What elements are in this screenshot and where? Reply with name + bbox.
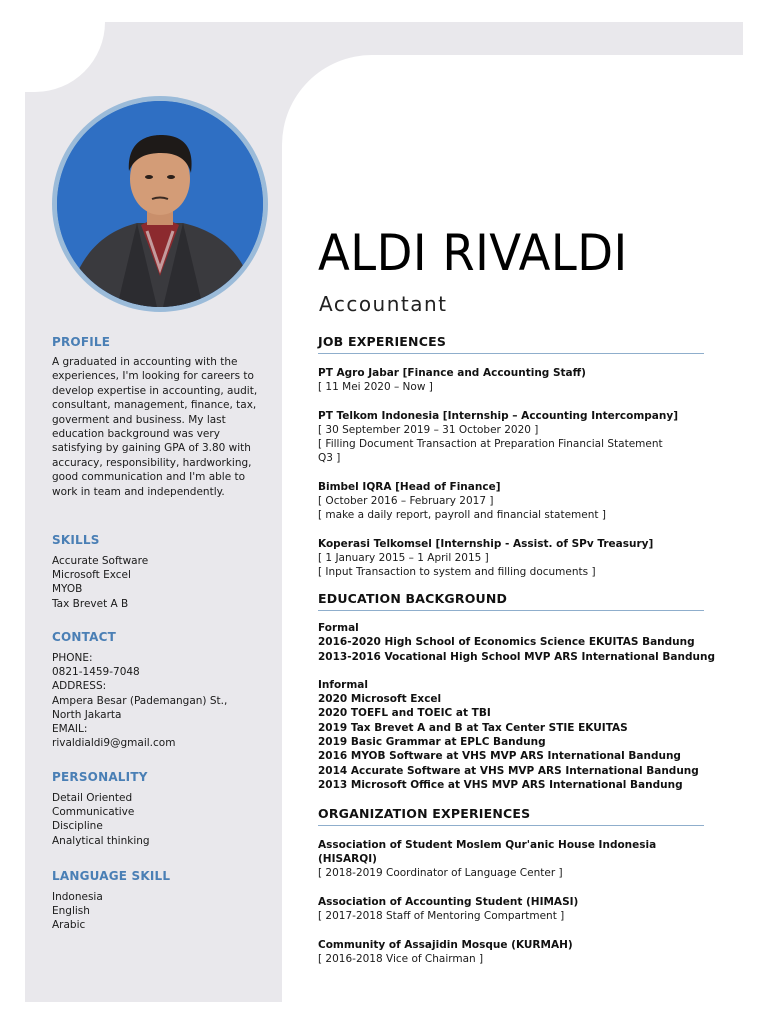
informal-label: Informal (318, 678, 368, 691)
organization-entry (318, 938, 704, 966)
skill-item: Tax Brevet A B (52, 597, 129, 610)
formal-item: 2013-2016 Vocational High School MVP ARS International Bandung (318, 650, 715, 663)
profile-photo (52, 96, 268, 312)
organization-section (318, 806, 704, 966)
personality-item: Communicative (52, 806, 135, 819)
informal-item: 2020 Microsoft Excel (318, 693, 442, 706)
job-entry-line: [ Filling Document Transaction at Preparation Financial Statement (318, 438, 663, 450)
job-entry-line: [ 11 Mei 2020 – Now ] (318, 381, 433, 393)
personality-item: Detail Oriented (52, 792, 133, 804)
job-title: Accountant (319, 292, 448, 316)
job-entry-line: [ make a daily report, payroll and financial statement ] (318, 509, 606, 521)
job-entry (318, 480, 704, 522)
job-entry-title: Koperasi Telkomsel [Internship - Assist. of SPv Treasury] (318, 538, 654, 550)
full-name: ALDI RIVALDI (318, 224, 628, 282)
profile-text: A graduated in accounting with the experiences, I'm looking for careers to develop expertise in accounting, audit, consultant, management, finance, tax, goverment and business. My last education background was very satisfying by gaining GPA of 3.80 with accuracy, responsibility, hardworking, good communication and I'm able to work in team and independently. (52, 356, 258, 498)
profile-section (52, 335, 267, 499)
job-entry-title: PT Telkom Indonesia [Internship – Accounting Intercompany] (318, 410, 678, 422)
contact-heading: CONTACT (52, 630, 116, 644)
organization-heading: ORGANIZATION EXPERIENCES (318, 806, 704, 826)
personality-item: Analytical thinking (52, 834, 150, 847)
formal-label: Formal (318, 622, 359, 634)
skills-heading: SKILLS (52, 533, 100, 547)
job-entry (318, 537, 704, 579)
contact-section (52, 630, 267, 750)
address-label: ADDRESS: (52, 680, 107, 693)
personality-item: Discipline (52, 820, 103, 833)
job-entry-line: Q3 ] (318, 452, 341, 464)
organization-entry (318, 838, 704, 880)
informal-item: 2020 TOEFL and TOEIC at TBI (318, 707, 491, 720)
job-entry (318, 366, 704, 394)
email-label: EMAIL: (52, 723, 88, 736)
organization-entry-line: [ 2017-2018 Staff of Mentoring Compartment ] (318, 910, 565, 922)
skill-item: Accurate Software (52, 555, 149, 567)
skills-section (52, 533, 267, 611)
skill-item: Microsoft Excel (52, 569, 131, 582)
organization-entry (318, 895, 704, 923)
address-line: Ampera Besar (Pademangan) St., (52, 694, 228, 707)
job-entry-line: [ October 2016 – February 2017 ] (318, 495, 494, 507)
portrait-image (57, 101, 263, 307)
organization-entry-title: Association of Accounting Student (HIMASI) (318, 896, 579, 908)
informal-item: 2019 Tax Brevet A and B at Tax Center STIE EKUITAS (318, 721, 628, 734)
job-entry (318, 409, 704, 465)
job-entry-line: [ Input Transaction to system and filling documents ] (318, 566, 596, 578)
phone-label: PHONE: (52, 652, 93, 664)
organization-entry-line: [ 2018-2019 Coordinator of Language Center ] (318, 867, 563, 879)
informal-item: 2014 Accurate Software at VHS MVP ARS International Bandung (318, 764, 699, 777)
skill-item: MYOB (52, 583, 83, 596)
personality-section (52, 770, 267, 848)
formal-item: 2016-2020 High School of Economics Science EKUITAS Bandung (318, 636, 695, 649)
language-item: English (52, 905, 90, 918)
organization-entry-line: [ 2016-2018 Vice of Chairman ] (318, 953, 484, 965)
language-heading: LANGUAGE SKILL (52, 869, 171, 883)
informal-item: 2013 Microsoft Office at VHS MVP ARS International Bandung (318, 778, 683, 791)
job-section (318, 334, 704, 579)
education-heading: EDUCATION BACKGROUND (318, 591, 704, 611)
job-entry-line: [ 30 September 2019 – 31 October 2020 ] (318, 424, 539, 436)
informal-item: 2019 Basic Grammar at EPLC Bandung (318, 736, 546, 749)
job-entry-title: Bimbel IQRA [Head of Finance] (318, 481, 501, 493)
education-section (318, 591, 715, 792)
language-item: Indonesia (52, 891, 103, 903)
job-heading: JOB EXPERIENCES (318, 334, 704, 354)
language-item: Arabic (52, 919, 86, 932)
personality-heading: PERSONALITY (52, 770, 148, 784)
language-section (52, 869, 267, 933)
profile-heading: PROFILE (52, 335, 111, 349)
job-entry-title: PT Agro Jabar [Finance and Accounting Staff) (318, 367, 586, 379)
organization-entry-title: Association of Student Moslem Qur'anic House Indonesia (HISARQI) (318, 839, 657, 865)
phone-value: 0821-1459-7048 (52, 666, 140, 679)
email-value: rivaldialdi9@gmail.com (52, 737, 176, 750)
job-entry-line: [ 1 January 2015 – 1 April 2015 ] (318, 552, 489, 564)
informal-item: 2016 MYOB Software at VHS MVP ARS International Bandung (318, 750, 681, 763)
organization-entry-title: Community of Assajidin Mosque (KURMAH) (318, 939, 573, 951)
address-line: North Jakarta (52, 708, 122, 721)
